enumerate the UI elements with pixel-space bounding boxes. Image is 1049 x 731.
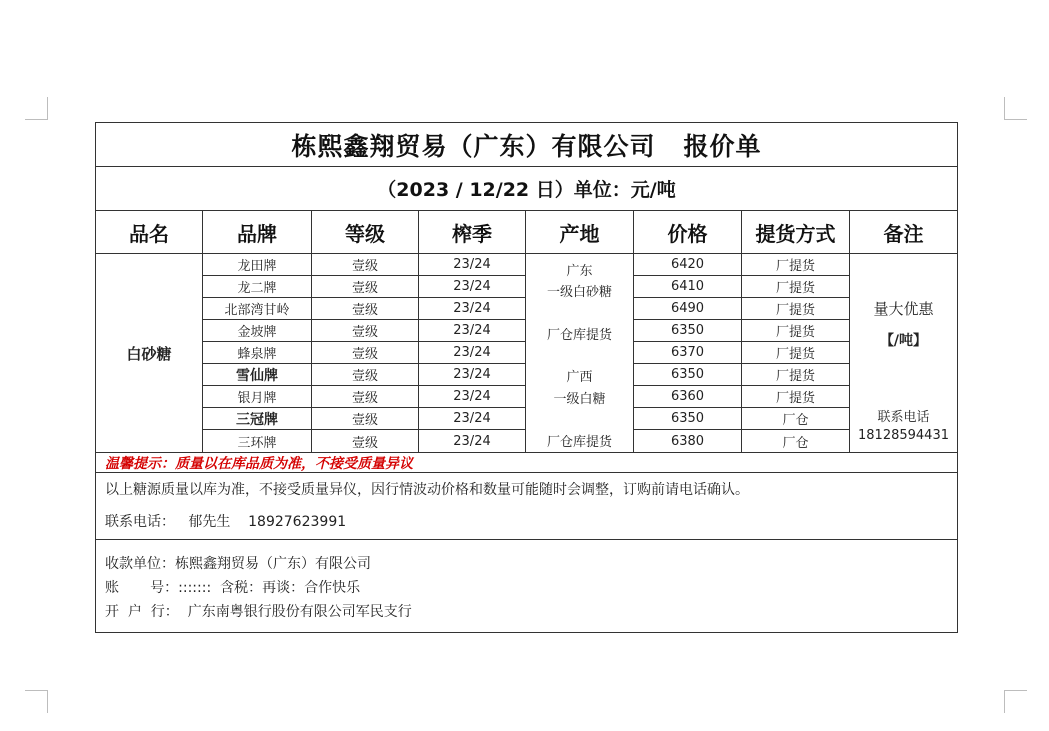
title-suffix: 报价单 [683, 131, 762, 161]
grade-column [312, 254, 419, 452]
note-line-1: 以上糖源质量以库为准，不接受质量异仪，因行情波动价格和数量可能随时会调整，订购前请电话确认。 [105, 482, 749, 498]
grade-cell: 壹级 [312, 408, 418, 430]
remark-unit: 【/吨】 [879, 333, 928, 349]
pickup-cell: 厂仓 [782, 435, 809, 451]
remarks-column [850, 254, 957, 452]
season-cell: 23/24 [453, 433, 491, 449]
bank-line: 开 户 行： 广东南粤银行股份有限公司军民支行 [105, 604, 412, 620]
origin-guangxi-grade: 一级白糖 [553, 392, 606, 407]
remark-phone: 18128594431 [858, 428, 949, 443]
origin-column [526, 254, 634, 452]
pickup-cell: 厂提货 [742, 276, 849, 298]
header-price: 价格 [634, 211, 742, 254]
price-cell: 6490 [634, 298, 741, 320]
header-season: 榨季 [419, 211, 526, 254]
price-cell: 6380 [670, 433, 705, 449]
season-cell: 23/24 [419, 276, 525, 298]
brand-cell: 银月牌 [203, 386, 311, 408]
grade-cell: 壹级 [312, 276, 418, 298]
season-column [419, 254, 526, 452]
brand-cell: 雪仙牌 [203, 364, 311, 386]
price-cell: 6370 [634, 342, 741, 364]
header-brand: 品牌 [203, 211, 312, 254]
pickup-cell: 厂提货 [742, 386, 849, 408]
price-cell: 6350 [634, 408, 741, 430]
price-cell: 6410 [634, 276, 741, 298]
product-cell: 白砂糖 [96, 254, 203, 452]
quote-sheet [95, 122, 958, 633]
brand-cell: 北部湾甘岭 [203, 298, 311, 320]
grade-cell: 壹级 [312, 364, 418, 386]
crop-mark-top-right [1004, 97, 1027, 120]
warm-tip: 温馨提示：质量以在库品质为准，不接受质量异议 [96, 452, 957, 473]
bank-section [96, 540, 957, 634]
remark-discount: 量大优惠 [873, 300, 934, 318]
brand-cell: 三环牌 [237, 435, 277, 451]
crop-mark-bottom-right [1004, 690, 1027, 713]
grade-cell: 壹级 [312, 386, 418, 408]
grade-cell: 壹级 [351, 435, 378, 451]
note-section [96, 473, 957, 540]
origin-guangdong-pickup: 厂仓库提货 [546, 328, 612, 343]
pickup-column [742, 254, 850, 452]
brand-cell: 金坡牌 [203, 320, 311, 342]
document-title [96, 123, 957, 167]
origin-guangxi-pickup: 厂仓库提货 [546, 435, 612, 450]
price-cell: 6420 [634, 254, 741, 276]
price-column [634, 254, 742, 452]
season-cell: 23/24 [419, 298, 525, 320]
payee-line: 收款单位：栋熙鑫翔贸易（广东）有限公司 [105, 556, 371, 572]
company-name: 栋熙鑫翔贸易（广东）有限公司 [291, 131, 656, 161]
brand-cell: 三冠牌 [203, 408, 311, 430]
header-remarks: 备注 [883, 222, 924, 246]
pickup-cell: 厂提货 [742, 254, 849, 276]
pickup-cell: 厂提货 [742, 342, 849, 364]
header-pickup: 提货方式 [742, 211, 850, 254]
season-cell: 23/24 [419, 364, 525, 386]
price-cell: 6350 [634, 364, 741, 386]
season-cell: 23/24 [419, 254, 525, 276]
header-origin: 产地 [526, 211, 634, 254]
grade-cell: 壹级 [312, 320, 418, 342]
account-line: 账 号：::::::: 含税：再谈：合作快乐 [105, 580, 361, 596]
season-cell: 23/24 [419, 320, 525, 342]
origin-guangxi: 广西 [566, 370, 593, 385]
header-grade: 等级 [312, 211, 419, 254]
brand-column [203, 254, 312, 452]
pickup-cell: 厂提货 [742, 320, 849, 342]
crop-mark-top-left [25, 97, 48, 120]
season-cell: 23/24 [419, 386, 525, 408]
crop-mark-bottom-left [25, 690, 48, 713]
note-line-2: 联系电话： 郁先生 18927623991 [105, 514, 347, 530]
grade-cell: 壹级 [312, 298, 418, 320]
grade-cell: 壹级 [312, 342, 418, 364]
price-cell: 6360 [634, 386, 741, 408]
season-cell: 23/24 [419, 342, 525, 364]
origin-guangdong-grade: 一级白砂糖 [546, 285, 612, 300]
pickup-cell: 厂提货 [742, 364, 849, 386]
grade-cell: 壹级 [312, 254, 418, 276]
price-cell: 6350 [634, 320, 741, 342]
table-header [96, 211, 957, 254]
pickup-cell: 厂提货 [742, 298, 849, 320]
brand-cell: 龙田牌 [203, 254, 311, 276]
header-product: 品名 [96, 211, 203, 254]
origin-guangdong: 广东 [566, 264, 593, 279]
season-cell: 23/24 [419, 408, 525, 430]
pickup-cell: 厂仓 [742, 408, 849, 430]
table-body [96, 254, 957, 452]
brand-cell: 蜂泉牌 [203, 342, 311, 364]
document-subtitle: （2023 / 12/22 日）单位：元/吨 [96, 167, 957, 211]
remark-phone-label: 联系电话 [877, 410, 930, 425]
brand-cell: 龙二牌 [203, 276, 311, 298]
